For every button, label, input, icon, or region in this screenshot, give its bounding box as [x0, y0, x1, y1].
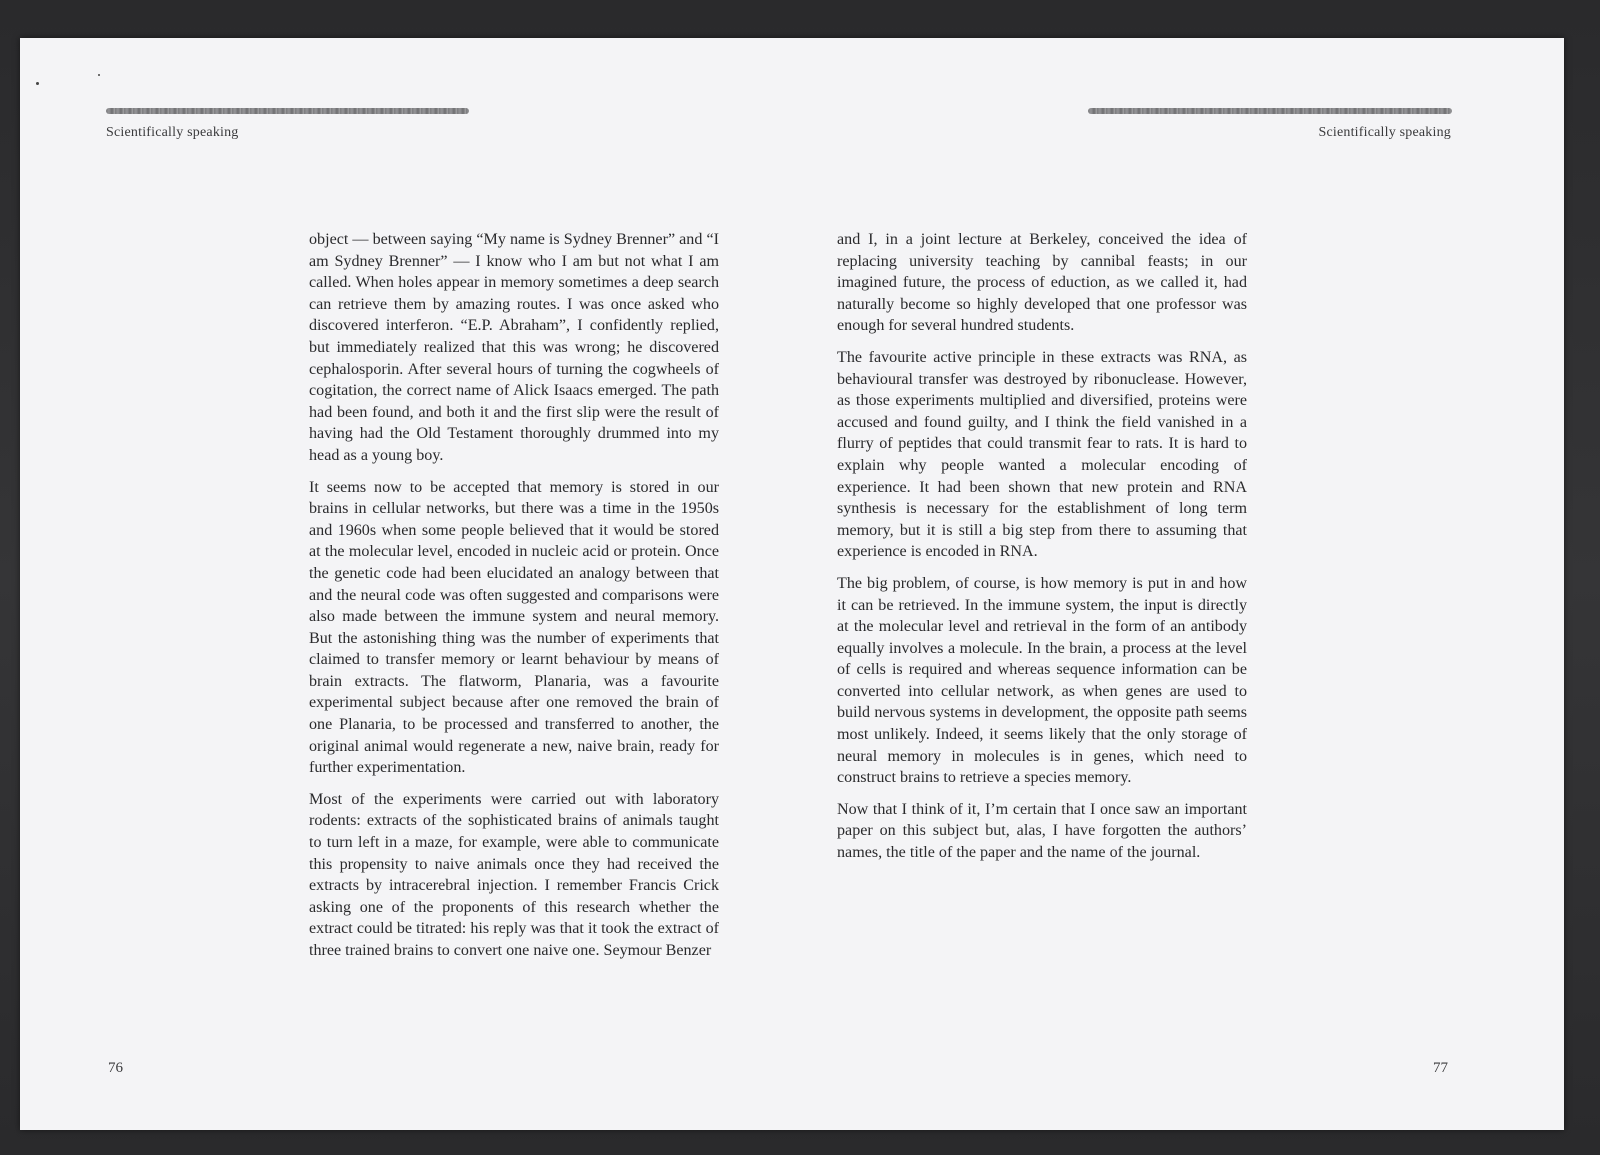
page-number-right: 77	[1433, 1060, 1448, 1076]
paragraph: Now that I think of it, I’m certain that I once saw an important paper on this subject but, alas, I have forgotten the authors’ names, the title of the paper and the name of the journal.	[837, 800, 1247, 862]
page-number-left: 76	[108, 1060, 123, 1076]
paper-speck	[36, 82, 39, 85]
paragraph: object — between saying “My name is Sydney Brenner” and “I am Sydney Brenner” — I know who I am but not what I am called. When holes appear in memory sometimes a deep search can retrieve them by amazing routes. I was once asked who discovered interferon. “E.P. Abraham”, I confidently replied, but immediately realized that this was wrong; he discovered cephalosporin. After several hours of turning the cogwheels of cogitation, the correct name of Alick Isaacs emerged. The path had been found, and both it and the first slip were the result of having had the Old Testament thoroughly drummed into my head as a young boy.	[309, 231, 719, 464]
right-page-body	[837, 229, 1247, 874]
header-rule-left	[106, 108, 469, 114]
paragraph: It seems now to be accepted that memory is stored in our brains in cellular networks, but there was a time in the 1950s and 1960s when some people believed that it would be stored at the molecular level, encoded in nucleic acid or protein. Once the genetic code had been elucidated an analogy between that and the neural code was often suggested and comparisons were also made between the immune system and neural memory. But the astonishing thing was the number of experiments that claimed to transfer memory or learnt behaviour by means of brain extracts. The flatworm, Planaria, was a favourite experimental subject because after one removed the brain of one Planaria, to be processed and transferred to another, the original animal would regenerate a new, naive brain, ready for further experimentation.	[309, 478, 719, 777]
paragraph: The favourite active principle in these extracts was RNA, as behavioural transfer was destroyed by ribonuclease. However, as those experiments multiplied and diversified, proteins were accused and found guilty, and I think the field vanished in a flurry of peptides that could transmit fear to rats. It is hard to explain why people wanted a molecular encoding of experience. It had been shown that new protein and RNA synthesis is necessary for the establishment of long term memory, but it is still a big step from there to assuming that experience is encoded in RNA.	[837, 348, 1247, 561]
running-head-left: Scientifically speaking	[106, 125, 239, 140]
paragraph: The big problem, of course, is how memory is put in and how it can be retrieved. In the immune system, the input is directly at the molecular level and retrieval in the form of an antibody equally involves a molecule. In the brain, a process at the level of cells is required and whereas sequence information can be converted into cellular network, as when genes are used to build nervous systems in development, the opposite path seems most unlikely. Indeed, it seems likely that the only storage of neural memory in molecules is in genes, which need to construct brains to retrieve a species memory.	[837, 574, 1247, 787]
header-rule-right	[1088, 108, 1452, 114]
left-page-body	[309, 229, 719, 972]
book-spread	[20, 38, 1564, 1130]
running-head-right: Scientifically speaking	[1318, 125, 1451, 140]
paragraph: Most of the experiments were carried out with laboratory rodents: extracts of the sophisticated brains of animals taught to turn left in a maze, for example, were able to communicate this propensity to naive animals once they had received the extracts by intracerebral injection. I remember Francis Crick asking one of the proponents of this research whether the extract could be titrated: his reply was that it took the extract of three trained brains to convert one naive one. Seymour Benzer	[309, 790, 719, 959]
paragraph: and I, in a joint lecture at Berkeley, conceived the idea of replacing university teaching by cannibal feasts; in our imagined future, the process of eduction, as we called it, had naturally become so highly developed that one professor was enough for several hundred students.	[837, 231, 1247, 335]
paper-speck	[98, 74, 100, 76]
